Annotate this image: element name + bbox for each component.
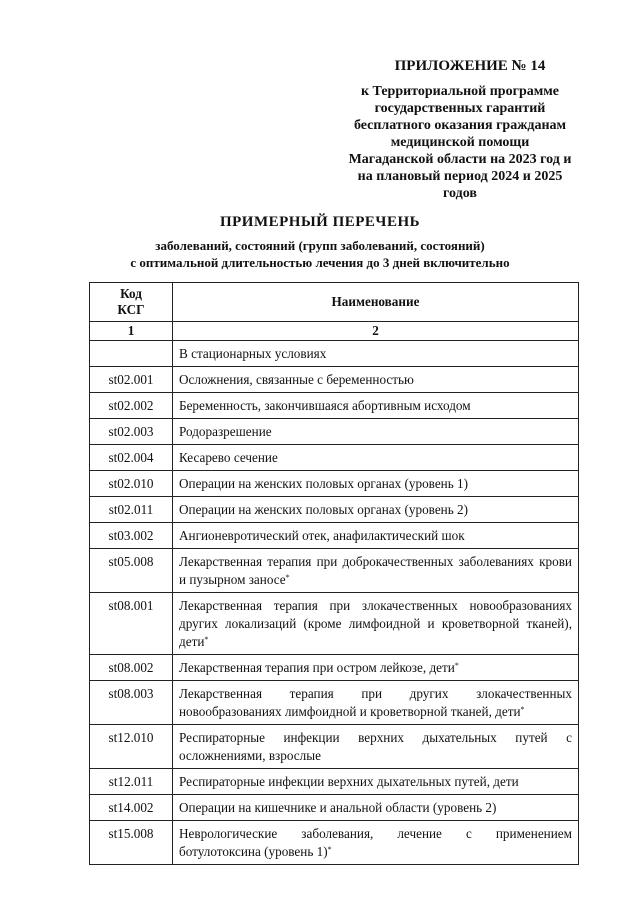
table-row xyxy=(90,471,579,497)
ksg-name-cell xyxy=(173,471,579,497)
ksg-name: Лекарственная терапия при доброкачественных заболеваниях крови и пузырном заносе xyxy=(179,554,572,587)
ksg-code: st08.002 xyxy=(90,655,173,681)
table-row xyxy=(90,725,579,769)
ksg-name-cell xyxy=(173,393,579,419)
ksg-name-cell xyxy=(173,549,579,593)
footnote-star: * xyxy=(285,573,290,582)
section-row xyxy=(90,341,579,367)
document-title: ПРИМЕРНЫЙ ПЕРЕЧЕНЬ xyxy=(219,214,421,230)
ksg-name: Беременность, закончившаяся абортивным исходом xyxy=(179,398,471,413)
table-row xyxy=(90,549,579,593)
ksg-name: Операции на женских половых органах (уровень 1) xyxy=(179,476,469,491)
ksg-name: Родоразрешение xyxy=(179,424,272,439)
ksg-code: st03.002 xyxy=(90,523,173,549)
appendix-subtitle-line: государственных гарантий xyxy=(374,101,546,116)
ksg-name-cell xyxy=(173,445,579,471)
ksg-name-cell xyxy=(173,725,579,769)
ksg-name-cell xyxy=(173,655,579,681)
column-header-code-line: Код xyxy=(120,286,142,301)
column-header-code xyxy=(90,283,173,322)
appendix-subtitle-line: медицинской помощи xyxy=(390,135,530,150)
table-row xyxy=(90,593,579,655)
table-row xyxy=(90,393,579,419)
appendix-header xyxy=(300,58,600,202)
ksg-code: st12.010 xyxy=(90,725,173,769)
ksg-name-cell xyxy=(173,419,579,445)
footnote-star: * xyxy=(454,661,459,670)
ksg-code: st02.011 xyxy=(90,497,173,523)
document-subtitle-line: заболеваний, состояний (групп заболеваний, состояний) xyxy=(155,238,485,253)
ksg-code: st08.001 xyxy=(90,593,173,655)
ksg-name: Ангионевротический отек, анафилактический шок xyxy=(179,528,465,543)
appendix-subtitle-line: годов xyxy=(443,186,477,201)
appendix-subtitle-line: бесплатного оказания гражданам xyxy=(353,118,567,133)
appendix-subtitle xyxy=(300,83,600,202)
document-subtitle-line: с оптимальной длительностью лечения до 3 дней включительно xyxy=(130,255,510,270)
ksg-code: st02.004 xyxy=(90,445,173,471)
appendix-number: ПРИЛОЖЕНИЕ № 14 xyxy=(394,58,546,74)
ksg-code: st15.008 xyxy=(90,821,173,865)
table-row xyxy=(90,445,579,471)
document-subtitle xyxy=(0,237,640,271)
ksg-code: st02.002 xyxy=(90,393,173,419)
ksg-name: Неврологические заболевания, лечение с применением ботулотоксина (уровень 1) xyxy=(179,826,572,859)
column-number: 2 xyxy=(173,322,579,341)
ksg-code: st02.003 xyxy=(90,419,173,445)
ksg-name-cell xyxy=(173,769,579,795)
ksg-code: st14.002 xyxy=(90,795,173,821)
table-row xyxy=(90,681,579,725)
ksg-name-cell xyxy=(173,367,579,393)
table-row xyxy=(90,523,579,549)
ksg-code: st12.011 xyxy=(90,769,173,795)
table-row xyxy=(90,497,579,523)
ksg-name: Операции на кишечнике и анальной области (уровень 2) xyxy=(179,800,497,815)
table-header-row xyxy=(90,283,579,322)
ksg-name-cell xyxy=(173,795,579,821)
section-code-cell xyxy=(90,341,173,367)
table-row xyxy=(90,769,579,795)
appendix-subtitle-line: к Территориальной программе xyxy=(360,84,560,99)
table-row xyxy=(90,367,579,393)
table-row xyxy=(90,655,579,681)
ksg-name-cell xyxy=(173,593,579,655)
appendix-subtitle-line: на плановый период 2024 и 2025 xyxy=(357,169,563,184)
ksg-name-cell xyxy=(173,821,579,865)
ksg-name: Лекарственная терапия при других злокачественных новообразованиях лимфоидной и кроветворной тканей, дети xyxy=(179,686,572,719)
ksg-name: Респираторные инфекции верхних дыхательных путей с осложнениями, взрослые xyxy=(179,730,572,763)
ksg-name: Респираторные инфекции верхних дыхательных путей, дети xyxy=(179,774,519,789)
ksg-name-cell xyxy=(173,523,579,549)
footnote-star: * xyxy=(520,705,525,714)
column-number: 1 xyxy=(90,322,173,341)
ksg-code: st02.010 xyxy=(90,471,173,497)
section-label: В стационарных условиях xyxy=(173,341,579,367)
table-row xyxy=(90,821,579,865)
appendix-subtitle-line: Магаданской области на 2023 год и xyxy=(348,152,572,167)
ksg-code: st02.001 xyxy=(90,367,173,393)
ksg-name: Лекарственная терапия при злокачественных новообразованиях других локализаций (кроме лимфоидной и кроветворной тканей), дети xyxy=(179,598,572,649)
ksg-table xyxy=(89,282,579,865)
footnote-star: * xyxy=(327,845,332,854)
ksg-code: st08.003 xyxy=(90,681,173,725)
ksg-name: Операции на женских половых органах (уровень 2) xyxy=(179,502,469,517)
column-header-code-line: КСГ xyxy=(117,302,145,317)
ksg-code: st05.008 xyxy=(90,549,173,593)
column-header-name: Наименование xyxy=(173,283,579,322)
column-number-row xyxy=(90,322,579,341)
table-row xyxy=(90,419,579,445)
ksg-name-cell xyxy=(173,681,579,725)
ksg-name: Кесарево сечение xyxy=(179,450,278,465)
ksg-name: Осложнения, связанные с беременностью xyxy=(179,372,414,387)
ksg-name-cell xyxy=(173,497,579,523)
table-row xyxy=(90,795,579,821)
ksg-name: Лекарственная терапия при остром лейкозе, дети xyxy=(179,660,455,675)
footnote-star: * xyxy=(204,635,209,644)
